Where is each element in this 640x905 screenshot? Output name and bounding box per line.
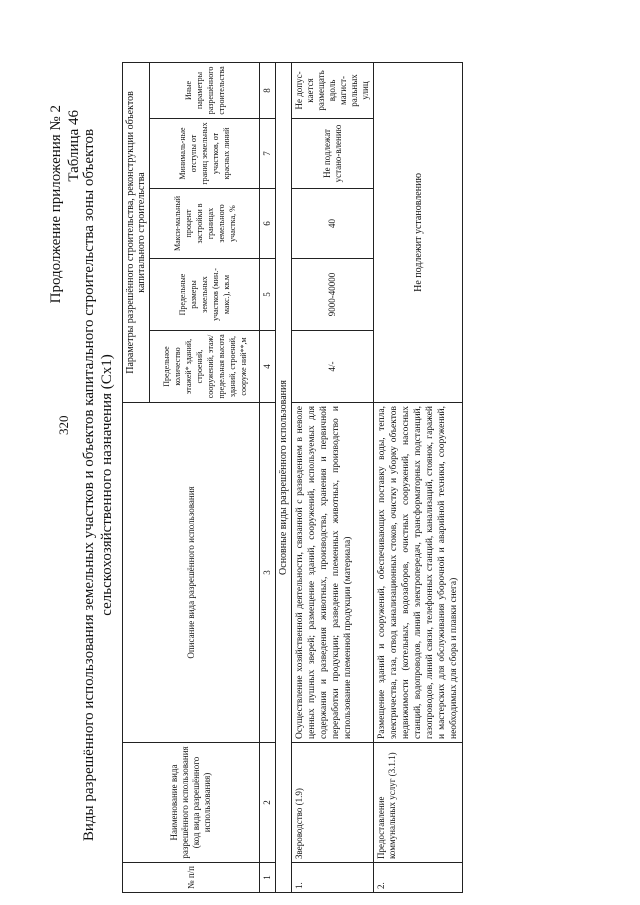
row-num: 1. (292, 863, 374, 893)
header-coverage: Макси-мальный процент застройки в границах земельного участка, % (150, 189, 260, 259)
row-desc: Размещение зданий и сооружений, обеспечивающих поставку воды, тепла, электричества, газа, отвод канализационных стоков, очистку и уборку объектов недвижимости (котельных, водозаборов, очистных сооружений, насосных станций, водопроводов, линий электропередач, трансформаторных подстанций, газопроводов, линий связи, телефонных станций, канализаций, стоянок, гаражей и мастерских для обслуживания уборочной и аварийной техники, сооружений, необходимых для сбора и плавки снега) (374, 403, 463, 743)
column-number-row (260, 62, 276, 892)
row-num: 2. (374, 863, 463, 893)
row-floors: 4/- (292, 331, 374, 403)
header-floors: Предельное количество этажей* зданий, строений, сооружений, этаж/ предельная высота зданий, строений, сооруже ний**,м (150, 331, 260, 403)
title-line-2: сельскохозяйственного назначения (Сх1) (99, 354, 115, 616)
col-number: 4 (260, 331, 276, 403)
document-title (80, 80, 116, 890)
page-number: 320 (56, 415, 71, 435)
col-number: 5 (260, 259, 276, 331)
col-number: 1 (260, 863, 276, 893)
continuation-label: Продолжение приложения № 2 (48, 105, 64, 304)
header-num: № п/п (123, 863, 260, 893)
row-setbacks: Не подлежат устано-влению (292, 119, 374, 189)
header-params: Параметры разрешённого строительства, реконструкции объектов капитального строительства (123, 62, 150, 402)
header-plot-size: Предельные размеры земельных участков (мин.-макс.), кв.м (150, 259, 260, 331)
header-row-1 (123, 62, 150, 892)
row-name: Предоставление коммунальных услуг (3.1.1) (374, 743, 463, 863)
header-name: Наименование вида разрешённого использования (код вида разрешённого использования) (123, 743, 260, 863)
row-plot-size: 9000-40000 (292, 259, 374, 331)
col-number: 8 (260, 62, 276, 118)
section-row (276, 62, 292, 892)
table-row (292, 62, 374, 892)
header-setbacks: Минималь-ные отступы от границ земельных участков, от красных линий (150, 119, 260, 189)
row-merged-params: Не подлежит установлению (374, 62, 463, 402)
col-number: 2 (260, 743, 276, 863)
title-line-1: Виды разрешённого использования земельных участков и объектов капитального строительства зоны объектов (81, 128, 97, 842)
col-number: 3 (260, 403, 276, 743)
section-title: Основные виды разрешённого использования (276, 62, 292, 892)
regulations-table (122, 62, 463, 893)
header-desc: Описание вида разрешённого использования (123, 403, 260, 743)
col-number: 6 (260, 189, 276, 259)
row-coverage: 40 (292, 189, 374, 259)
table-label: Таблица 46 (66, 110, 82, 182)
col-number: 7 (260, 119, 276, 189)
row-other: Не допус-кается размещать вдоль магист-ральных улиц (292, 62, 374, 118)
header-other: Иные параметры разрешённого строительства (150, 62, 260, 118)
row-name: Звероводство (1.9) (292, 743, 374, 863)
table-row (374, 62, 463, 892)
row-desc: Осуществление хозяйственной деятельности, связанной с разведением в неволе ценных пушных зверей; размещение зданий, сооружений, используемых для содержания и разведения животных, производства, хранения и первичной переработки продукции; разведение племенных животных, производство и использование племенной продукции (материала) (292, 403, 374, 743)
